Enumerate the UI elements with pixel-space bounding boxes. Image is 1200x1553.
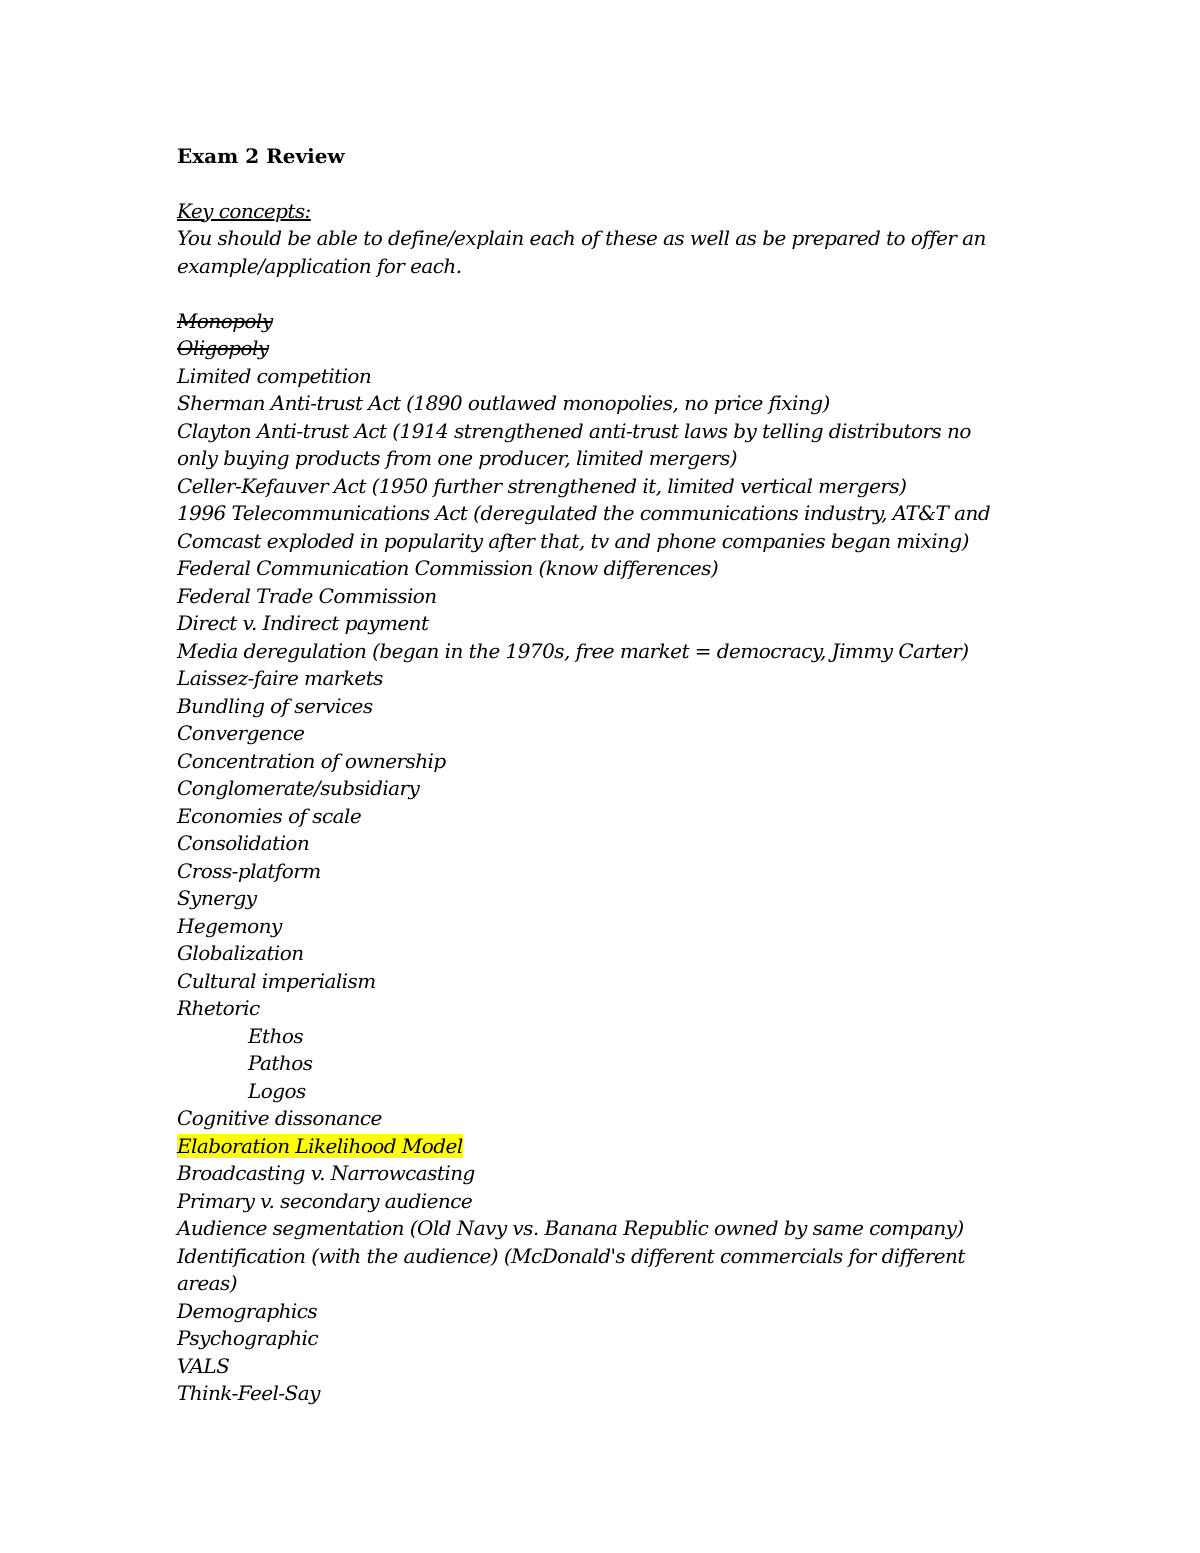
concept-item	[177, 830, 1037, 858]
concept-text: Identification (with the audience) (McDonald's different commercials for different	[177, 1243, 965, 1268]
concept-item	[177, 693, 1037, 721]
concept-text: Celler-Kefauver Act (1950 further strengthened it, limited vertical mergers)	[177, 473, 907, 498]
concept-item	[177, 445, 1037, 473]
concept-text: Cultural imperialism	[177, 968, 376, 993]
concept-item	[177, 363, 1037, 391]
instructions-line: You should be able to define/explain each of these as well as be prepared to offer an	[177, 226, 986, 250]
concept-item	[177, 1215, 1037, 1243]
concept-text: Pathos	[248, 1051, 313, 1075]
concept-item	[177, 1078, 1037, 1106]
concept-item	[177, 1050, 1037, 1078]
concept-text: areas)	[177, 1271, 238, 1295]
concept-item	[177, 968, 1037, 996]
concept-item	[177, 610, 1037, 638]
concept-text: Think-Feel-Say	[177, 1381, 320, 1405]
concept-item	[177, 555, 1037, 583]
concept-text: Concentration of ownership	[177, 748, 446, 773]
concept-item	[177, 473, 1037, 501]
concept-text: Broadcasting v. Narrowcasting	[177, 1161, 475, 1185]
concept-item	[177, 1243, 1037, 1271]
concept-item	[177, 500, 1037, 528]
concept-text: Ethos	[248, 1023, 304, 1048]
concept-text: Consolidation	[177, 831, 310, 855]
concept-item	[177, 940, 1037, 968]
concept-item	[177, 335, 1037, 363]
concept-text: Laissez-faire markets	[177, 666, 383, 690]
concept-text: Rhetoric	[177, 996, 260, 1020]
concept-text: only buying products from one producer, limited mergers)	[177, 446, 738, 470]
concept-item	[177, 858, 1037, 886]
concept-text: Logos	[248, 1078, 306, 1103]
concept-item	[177, 775, 1037, 803]
concept-text: Synergy	[177, 886, 257, 910]
concept-item	[177, 1353, 1037, 1381]
concept-item	[177, 665, 1037, 693]
blank-line	[177, 170, 1037, 198]
concept-text: Primary v. secondary audience	[177, 1188, 473, 1213]
concept-item	[177, 638, 1037, 666]
concept-text: 1996 Telecommunications Act (deregulated the communications industry, AT&T and	[177, 501, 991, 525]
concept-text: VALS	[177, 1353, 230, 1378]
concept-text: Federal Communication Commission (know differences)	[177, 556, 719, 580]
document-page	[177, 142, 1037, 1408]
concept-item	[177, 1380, 1037, 1408]
concept-item	[177, 1133, 1037, 1161]
concept-item	[177, 1188, 1037, 1216]
concept-list	[177, 308, 1037, 1408]
section-heading: Key concepts:	[177, 198, 311, 223]
concept-item	[177, 1105, 1037, 1133]
concept-item	[177, 1023, 1037, 1051]
concept-item	[177, 885, 1037, 913]
concept-item	[177, 913, 1037, 941]
concept-text: Cognitive dissonance	[177, 1106, 382, 1130]
concept-text: Conglomerate/subsidiary	[177, 776, 420, 800]
concept-item	[177, 390, 1037, 418]
concept-text: Economies of scale	[177, 803, 362, 828]
concept-text: Hegemony	[177, 913, 282, 938]
concept-item	[177, 583, 1037, 611]
concept-text: Convergence	[177, 721, 305, 745]
concept-item	[177, 1270, 1037, 1298]
concept-text: Direct v. Indirect payment	[177, 611, 429, 635]
concept-text: Cross-platform	[177, 858, 321, 883]
concept-item	[177, 995, 1037, 1023]
concept-text: Bundling of services	[177, 693, 373, 718]
concept-text: Limited competition	[177, 363, 372, 388]
concept-text: Clayton Anti-trust Act (1914 strengthened anti-trust laws by telling distributors no	[177, 418, 971, 443]
concept-item	[177, 1298, 1037, 1326]
concept-item	[177, 803, 1037, 831]
concept-text: Media deregulation (began in the 1970s, free market = democracy, Jimmy Carter)	[177, 638, 969, 663]
concept-item	[177, 418, 1037, 446]
concept-text: Demographics	[177, 1298, 318, 1323]
concept-item	[177, 720, 1037, 748]
concept-item	[177, 308, 1037, 336]
concept-text: Psychographic	[177, 1326, 319, 1350]
concept-text: Sherman Anti-trust Act (1890 outlawed monopolies, no price fixing)	[177, 391, 830, 415]
concept-text: Oligopoly	[177, 336, 269, 360]
concept-text: Comcast exploded in popularity after that, tv and phone companies began mixing)	[177, 528, 969, 553]
concept-item	[177, 528, 1037, 556]
concept-text: Audience segmentation (Old Navy vs. Banana Republic owned by same company)	[177, 1216, 964, 1240]
concept-text: Federal Trade Commission	[177, 583, 437, 608]
concept-item	[177, 748, 1037, 776]
concept-text: Elaboration Likelihood Model	[177, 1133, 463, 1158]
concept-item	[177, 1325, 1037, 1353]
concept-text: Monopoly	[177, 308, 273, 333]
document-title: Exam 2 Review	[177, 144, 345, 168]
blank-line	[177, 280, 1037, 308]
instructions-line: example/application for each.	[177, 253, 462, 278]
concept-text: Globalization	[177, 941, 304, 965]
concept-item	[177, 1160, 1037, 1188]
